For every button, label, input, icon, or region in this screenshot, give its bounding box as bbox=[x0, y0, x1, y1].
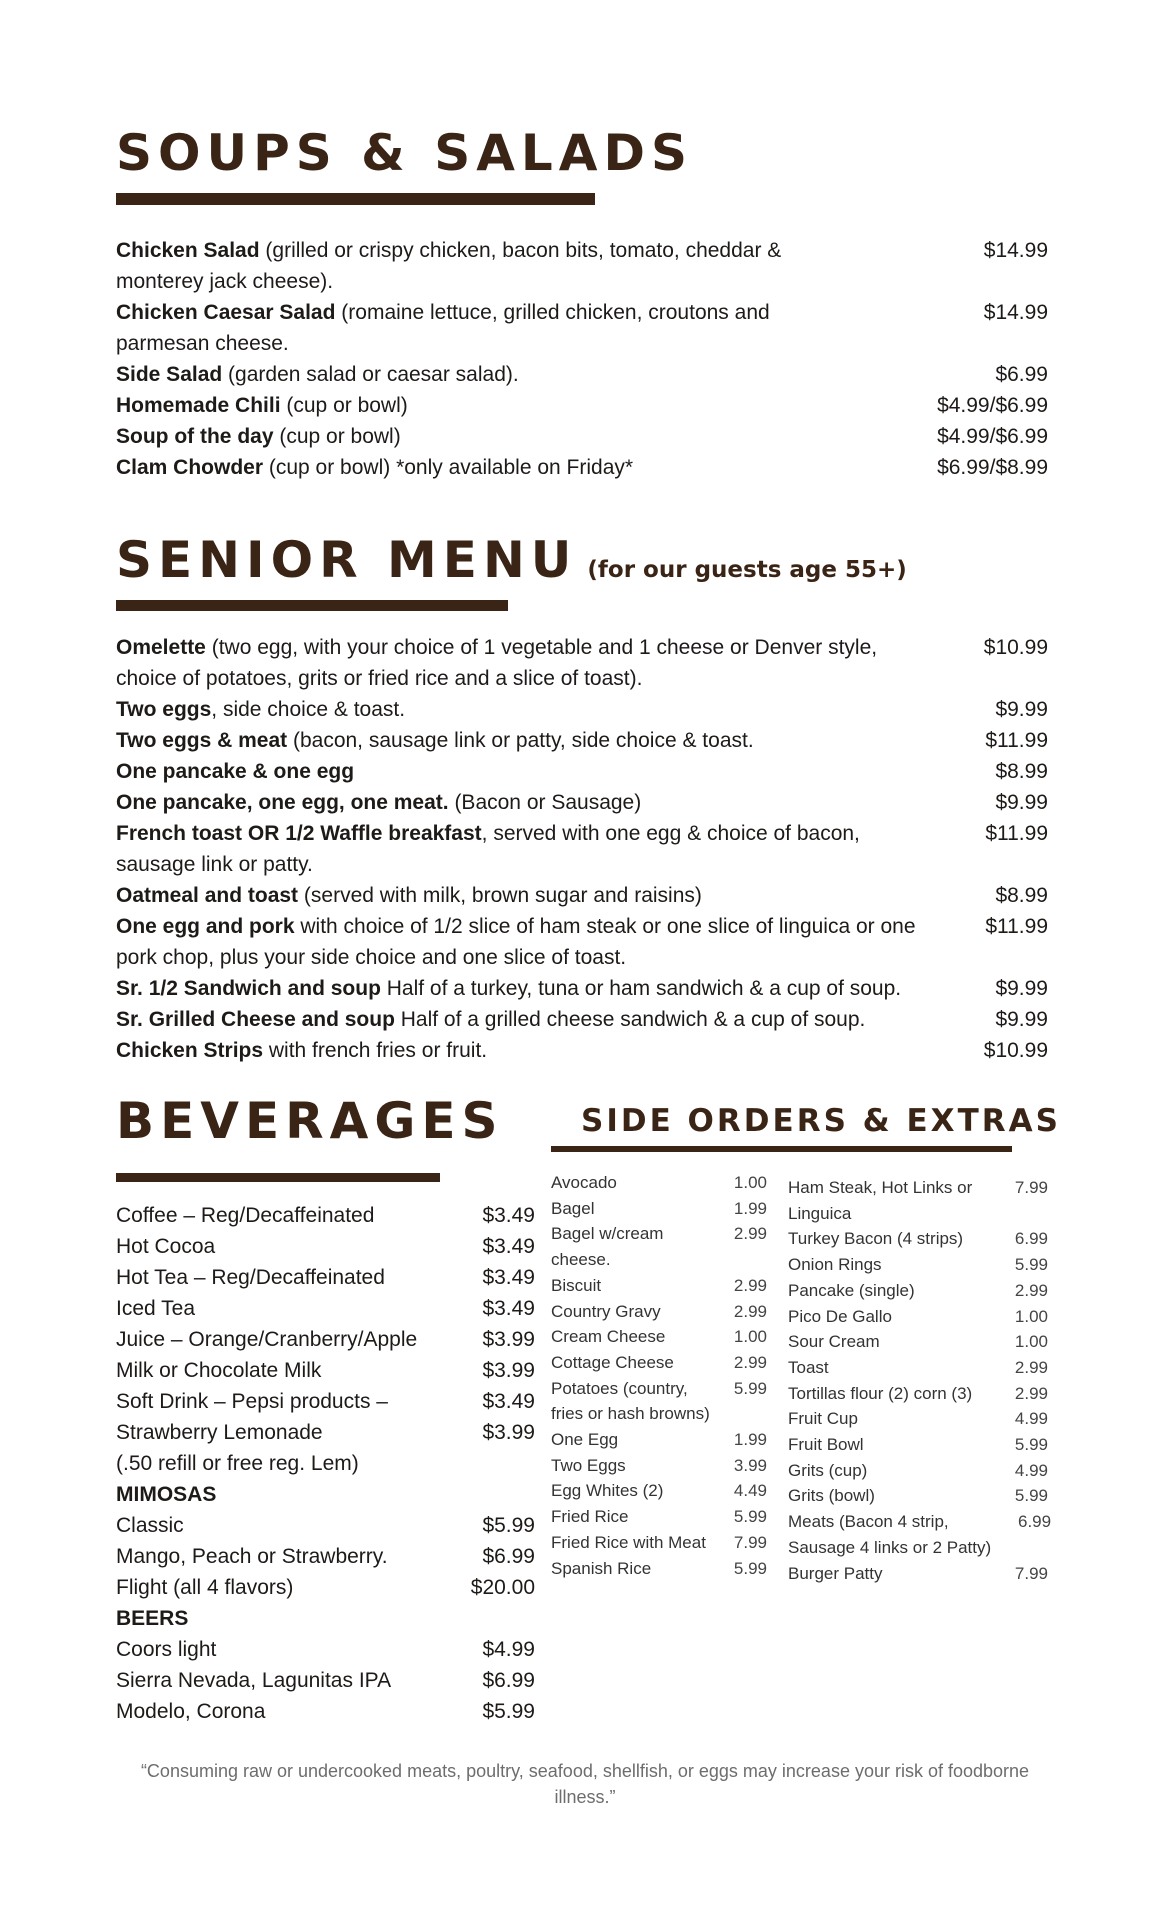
item-name: Chicken Salad bbox=[116, 239, 260, 262]
menu-item bbox=[116, 632, 1048, 694]
item-description: (romaine lettuce, grilled chicken, croutons and parmesan cheese. bbox=[116, 301, 770, 355]
item-description: (cup or bowl) *only available on Friday* bbox=[263, 456, 634, 479]
menu-item bbox=[116, 1417, 535, 1448]
category-label: MIMOSAS bbox=[116, 1483, 217, 1506]
item-price: $11.99 bbox=[985, 822, 1048, 845]
item-name: Clam Chowder bbox=[116, 456, 264, 479]
item-label: Egg Whites (2) bbox=[551, 1481, 664, 1501]
item-label: Pico De Gallo bbox=[788, 1306, 892, 1326]
item-label: Grits (cup) bbox=[788, 1460, 868, 1480]
side-orders-column-right bbox=[788, 1175, 1052, 1586]
item-description: (cup or bowl) bbox=[280, 394, 408, 417]
item-label: Onion Rings bbox=[788, 1255, 882, 1275]
menu-item bbox=[551, 1504, 767, 1530]
item-price: 5.99 bbox=[1014, 1435, 1048, 1455]
item-name: French toast OR 1/2 Waffle breakfast bbox=[116, 822, 482, 845]
menu-item bbox=[551, 1350, 767, 1376]
menu-item bbox=[551, 1273, 767, 1299]
menu-item bbox=[116, 235, 1048, 297]
item-price: $6.99 bbox=[482, 1669, 535, 1692]
item-description: (grilled or crispy chicken, bacon bits, tomato, cheddar & monterey jack cheese). bbox=[116, 239, 782, 293]
item-price: 1.99 bbox=[733, 1430, 767, 1450]
item-label: Strawberry Lemonade bbox=[116, 1421, 323, 1444]
menu-item bbox=[788, 1381, 1048, 1407]
item-price: 7.99 bbox=[733, 1532, 767, 1552]
menu-item bbox=[551, 1453, 767, 1479]
item-label: Cottage Cheese bbox=[551, 1352, 674, 1372]
item-price: $9.99 bbox=[995, 977, 1048, 1000]
item-price: 4.99 bbox=[1014, 1460, 1048, 1480]
item-label: Fruit Bowl bbox=[788, 1435, 864, 1455]
menu-item bbox=[116, 390, 1048, 421]
item-label: Two Eggs bbox=[551, 1455, 626, 1475]
item-label: Milk or Chocolate Milk bbox=[116, 1359, 322, 1382]
item-label: Turkey Bacon (4 strips) bbox=[788, 1229, 964, 1249]
item-label: Sour Cream bbox=[788, 1332, 880, 1352]
item-description: (Bacon or Sausage) bbox=[448, 791, 642, 814]
senior-heading-underline bbox=[116, 600, 508, 611]
menu-item bbox=[551, 1376, 767, 1427]
item-label: (.50 refill or free reg. Lem) bbox=[116, 1452, 359, 1475]
item-name: Homemade Chili bbox=[116, 394, 281, 417]
item-description: with choice of 1/2 slice of ham steak or one slice of linguica or one pork chop, plus your side choice and one slice of toast. bbox=[116, 915, 916, 969]
item-price: 2.99 bbox=[733, 1352, 767, 1372]
item-name: Sr. Grilled Cheese and soup bbox=[116, 1008, 395, 1031]
menu-item bbox=[551, 1196, 767, 1222]
item-price: 4.99 bbox=[1014, 1409, 1048, 1429]
item-price: $6.99 bbox=[482, 1545, 535, 1568]
beverages-heading: BEVERAGES bbox=[116, 1092, 504, 1150]
item-price: 5.99 bbox=[733, 1558, 767, 1578]
item-label: Fried Rice bbox=[551, 1507, 629, 1527]
item-price: 5.99 bbox=[733, 1507, 767, 1527]
soups-heading-underline bbox=[116, 193, 595, 205]
item-label: Coffee – Reg/Decaffeinated bbox=[116, 1204, 375, 1227]
item-price: $20.00 bbox=[470, 1576, 535, 1599]
item-name: Chicken Strips bbox=[116, 1039, 264, 1062]
menu-item bbox=[551, 1299, 767, 1325]
item-price: $3.99 bbox=[482, 1359, 535, 1382]
item-label: Avocado bbox=[551, 1173, 617, 1192]
beverages-list bbox=[116, 1200, 535, 1727]
item-description: Half of a grilled cheese sandwich & a cup of soup. bbox=[394, 1008, 866, 1031]
menu-item bbox=[116, 973, 1048, 1004]
menu-item bbox=[116, 787, 1048, 818]
menu-item bbox=[788, 1304, 1048, 1330]
item-label: Grits (bowl) bbox=[788, 1486, 875, 1506]
menu-item bbox=[788, 1226, 1048, 1252]
item-name: One pancake & one egg bbox=[116, 760, 355, 783]
menu-item bbox=[788, 1406, 1048, 1432]
item-price: 2.99 bbox=[733, 1301, 767, 1321]
menu-item bbox=[116, 1696, 535, 1727]
menu-item bbox=[116, 1200, 535, 1231]
menu-item bbox=[116, 1035, 1048, 1066]
item-price: $5.99 bbox=[482, 1700, 535, 1723]
item-price: 6.99 bbox=[1018, 1512, 1052, 1532]
item-price: 3.99 bbox=[733, 1455, 767, 1475]
item-price: $3.49 bbox=[482, 1235, 535, 1258]
item-description: Half of a turkey, tuna or ham sandwich & a cup of soup. bbox=[380, 977, 902, 1000]
item-price: $9.99 bbox=[995, 1008, 1048, 1031]
item-price: $4.99/$6.99 bbox=[937, 394, 1048, 417]
item-description: (served with milk, brown sugar and raisins) bbox=[298, 884, 702, 907]
item-label: Juice – Orange/Cranberry/Apple bbox=[116, 1328, 418, 1351]
menu-item bbox=[116, 1231, 535, 1262]
item-label: Coors light bbox=[116, 1638, 217, 1661]
menu-item bbox=[116, 421, 1048, 452]
menu-item bbox=[116, 1004, 1048, 1035]
menu-item bbox=[551, 1170, 767, 1196]
menu-item bbox=[551, 1556, 767, 1582]
item-description: (garden salad or caesar salad). bbox=[222, 363, 519, 386]
item-price: $10.99 bbox=[983, 1039, 1048, 1062]
item-label: Hot Cocoa bbox=[116, 1235, 216, 1258]
item-price: $14.99 bbox=[983, 239, 1048, 262]
menu-item bbox=[551, 1324, 767, 1350]
side-orders-heading: SIDE ORDERS & EXTRAS bbox=[581, 1103, 1061, 1139]
item-price: 5.99 bbox=[1014, 1486, 1048, 1506]
item-name: Two eggs bbox=[116, 698, 212, 721]
item-price: $3.49 bbox=[482, 1204, 535, 1227]
item-price: 5.99 bbox=[1014, 1255, 1048, 1275]
item-price: $3.99 bbox=[482, 1328, 535, 1351]
item-price: $6.99 bbox=[995, 363, 1048, 386]
senior-menu-list bbox=[116, 632, 1048, 1066]
item-price: 2.99 bbox=[1014, 1280, 1048, 1300]
item-price: $14.99 bbox=[983, 301, 1048, 324]
menu-item bbox=[788, 1278, 1048, 1304]
menu-item bbox=[116, 1541, 535, 1572]
menu-item bbox=[116, 1355, 535, 1386]
food-safety-disclaimer: “Consuming raw or undercooked meats, poultry, seafood, shellfish, or eggs may increase your risk of foodborne illness.” bbox=[140, 1761, 1030, 1807]
item-price: 2.99 bbox=[733, 1275, 767, 1295]
menu-item bbox=[116, 1479, 535, 1510]
item-label: Country Gravy bbox=[551, 1301, 661, 1321]
item-price: $8.99 bbox=[995, 884, 1048, 907]
menu-item bbox=[788, 1355, 1048, 1381]
item-price: $9.99 bbox=[995, 791, 1048, 814]
item-name: Oatmeal and toast bbox=[116, 884, 299, 907]
item-price: 2.99 bbox=[733, 1224, 767, 1244]
item-price: 2.99 bbox=[1014, 1383, 1048, 1403]
menu-item bbox=[116, 1448, 535, 1479]
item-label: Ham Steak, Hot Links or Linguica bbox=[788, 1178, 973, 1223]
item-price: 1.99 bbox=[733, 1198, 767, 1218]
item-price: 4.49 bbox=[733, 1481, 767, 1501]
item-label: Mango, Peach or Strawberry. bbox=[116, 1545, 388, 1568]
menu-item bbox=[116, 359, 1048, 390]
item-label: Bagel bbox=[551, 1198, 595, 1218]
menu-item bbox=[116, 1572, 535, 1603]
item-price: 5.99 bbox=[733, 1378, 767, 1398]
menu-item bbox=[788, 1252, 1048, 1278]
item-label: Flight (all 4 flavors) bbox=[116, 1576, 294, 1599]
menu-item bbox=[116, 756, 1048, 787]
menu-item bbox=[116, 1510, 535, 1541]
menu-item bbox=[116, 1603, 535, 1634]
item-price: 2.99 bbox=[1014, 1357, 1048, 1377]
soups-salads-list bbox=[116, 235, 1048, 483]
item-label: Biscuit bbox=[551, 1275, 602, 1295]
menu-item bbox=[788, 1432, 1048, 1458]
item-price: $4.99/$6.99 bbox=[937, 425, 1048, 448]
menu-item bbox=[788, 1561, 1048, 1587]
item-price: $8.99 bbox=[995, 760, 1048, 783]
menu-item bbox=[116, 1262, 535, 1293]
item-description: (cup or bowl) bbox=[273, 425, 401, 448]
senior-menu-subtitle: (for our guests age 55+) bbox=[587, 557, 907, 583]
item-label: Soft Drink – Pepsi products – bbox=[116, 1390, 388, 1413]
item-label: Modelo, Corona bbox=[116, 1700, 266, 1723]
menu-item bbox=[116, 1634, 535, 1665]
item-label: One Egg bbox=[551, 1430, 619, 1450]
item-price: $11.99 bbox=[985, 729, 1048, 752]
menu-item bbox=[551, 1427, 767, 1453]
item-price: 6.99 bbox=[1014, 1229, 1048, 1249]
item-label: Spanish Rice bbox=[551, 1558, 652, 1578]
item-price: 1.00 bbox=[1014, 1306, 1048, 1326]
menu-item bbox=[551, 1221, 767, 1272]
item-description: , served with one egg & choice of bacon, sausage link or patty. bbox=[116, 822, 860, 876]
item-price: $4.99 bbox=[482, 1638, 535, 1661]
menu-item bbox=[116, 297, 1048, 359]
item-price: $11.99 bbox=[985, 915, 1048, 938]
item-label: Bagel w/cream cheese. bbox=[551, 1224, 664, 1270]
menu-item bbox=[116, 1324, 535, 1355]
item-price: 1.00 bbox=[733, 1173, 767, 1192]
item-label: Fruit Cup bbox=[788, 1409, 858, 1429]
item-label: Hot Tea – Reg/Decaffeinated bbox=[116, 1266, 385, 1289]
senior-menu-heading bbox=[116, 531, 907, 589]
menu-item bbox=[116, 452, 1048, 483]
item-label: Iced Tea bbox=[116, 1297, 196, 1320]
menu-item bbox=[116, 725, 1048, 756]
item-price: $3.99 bbox=[482, 1421, 535, 1444]
item-label: Classic bbox=[116, 1514, 184, 1537]
item-price: $10.99 bbox=[983, 636, 1048, 659]
menu-item bbox=[788, 1329, 1048, 1355]
item-description: with french fries or fruit. bbox=[263, 1039, 488, 1062]
item-label: Cream Cheese bbox=[551, 1327, 666, 1347]
menu-item bbox=[116, 880, 1048, 911]
side-orders-column-left bbox=[551, 1170, 767, 1581]
beverages-heading-underline bbox=[116, 1173, 440, 1182]
item-name: Soup of the day bbox=[116, 425, 274, 448]
menu-item bbox=[788, 1509, 1052, 1560]
menu-item bbox=[788, 1175, 1048, 1226]
item-price: $9.99 bbox=[995, 698, 1048, 721]
item-price: $6.99/$8.99 bbox=[937, 456, 1048, 479]
item-price: $3.49 bbox=[482, 1390, 535, 1413]
menu-item bbox=[116, 1386, 535, 1417]
menu-item bbox=[116, 911, 1048, 973]
menu-item bbox=[551, 1478, 767, 1504]
item-label: Fried Rice with Meat bbox=[551, 1532, 706, 1552]
item-label: Toast bbox=[788, 1357, 829, 1377]
item-name: Two eggs & meat bbox=[116, 729, 288, 752]
menu-item bbox=[116, 1293, 535, 1324]
menu-item bbox=[551, 1530, 767, 1556]
item-description: (two egg, with your choice of 1 vegetable and 1 cheese or Denver style, choice of potatoes, grits or fried rice and a slice of toast). bbox=[116, 636, 878, 690]
menu-item bbox=[116, 1665, 535, 1696]
menu-item bbox=[116, 818, 1048, 880]
category-label: BEERS bbox=[116, 1607, 189, 1630]
item-label: Sierra Nevada, Lagunitas IPA bbox=[116, 1669, 392, 1692]
senior-menu-title: SENIOR MENU bbox=[116, 531, 578, 589]
menu-item bbox=[788, 1483, 1048, 1509]
item-price: $3.49 bbox=[482, 1266, 535, 1289]
item-label: Tortillas flour (2) corn (3) bbox=[788, 1383, 973, 1403]
item-name: Chicken Caesar Salad bbox=[116, 301, 336, 324]
item-label: Meats (Bacon 4 strip, Sausage 4 links or 2 Patty) bbox=[788, 1512, 992, 1557]
item-name: Omelette bbox=[116, 636, 206, 659]
soups-salads-heading: SOUPS & SALADS bbox=[116, 124, 693, 182]
item-name: Sr. 1/2 Sandwich and soup bbox=[116, 977, 381, 1000]
side-orders-heading-underline bbox=[551, 1146, 1012, 1152]
item-price: $3.49 bbox=[482, 1297, 535, 1320]
menu-item bbox=[788, 1458, 1048, 1484]
item-name: One egg and pork bbox=[116, 915, 295, 938]
item-price: $5.99 bbox=[482, 1514, 535, 1537]
item-price: 7.99 bbox=[1014, 1563, 1048, 1583]
item-name: Side Salad bbox=[116, 363, 223, 386]
item-description: (bacon, sausage link or patty, side choice & toast. bbox=[287, 729, 754, 752]
item-label: Burger Patty bbox=[788, 1563, 883, 1583]
item-name: One pancake, one egg, one meat. bbox=[116, 791, 449, 814]
item-price: 1.00 bbox=[733, 1327, 767, 1347]
item-price: 1.00 bbox=[1014, 1332, 1048, 1352]
item-label: Potatoes (country, fries or hash browns) bbox=[551, 1378, 710, 1424]
item-label: Pancake (single) bbox=[788, 1280, 915, 1300]
menu-item bbox=[116, 694, 1048, 725]
item-description: , side choice & toast. bbox=[211, 698, 406, 721]
item-price: 7.99 bbox=[1014, 1178, 1048, 1197]
